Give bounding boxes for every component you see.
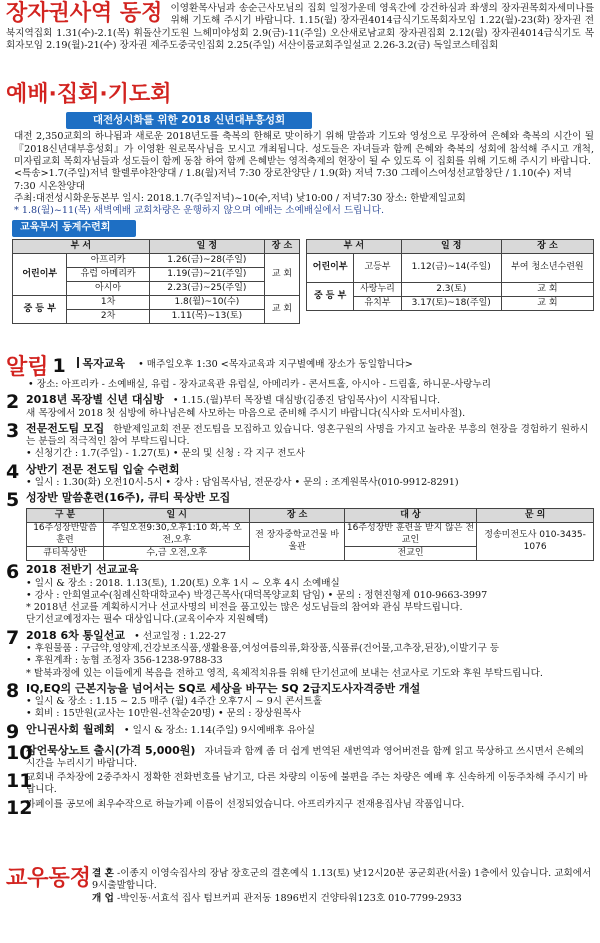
notice-number: 2 — [6, 391, 20, 414]
table-cell: 어린이부 — [13, 254, 67, 296]
table-cell: 유치부 — [354, 297, 401, 311]
table-cell: 아시아 — [67, 282, 149, 296]
winter-camp-banner: 교육부서 동계수련회 — [12, 220, 136, 237]
notice-title: 성장반 말씀훈련(16주), 큐티 묵상반 모집 — [26, 491, 231, 505]
table-cell: 2.3(토) — [401, 283, 501, 297]
notice-title: 2018 전반기 선교교육 — [26, 563, 139, 577]
notice-11 — [6, 772, 594, 797]
table-cell: 3.17(토)~18(주일) — [401, 297, 501, 311]
member-news-section — [6, 868, 594, 905]
col-header: 장 소 — [265, 240, 300, 254]
wedding-text: -이종지 이영숙집사의 장남 장호군의 결혼예식 1.13(토) 낮12시20분 공군회관(서울) 1층에서 있습니다. 교회에서9시출발합니다. — [92, 868, 592, 892]
table-cell: 중 등 부 — [307, 283, 354, 311]
table-cell: 1차 — [67, 296, 149, 310]
notice-number: 6 — [6, 561, 20, 584]
table-cell: 아프리카 — [67, 254, 149, 268]
notice-title: 목자교육 — [82, 357, 126, 370]
worship-title: 예배·집회·기도회 — [6, 82, 172, 107]
col-header: 대 상 — [344, 509, 476, 523]
table-cell: 교 회 — [501, 297, 593, 311]
notice-number: 8 — [6, 679, 20, 702]
notice-text: • 선교일정 : 1.22-27 — [134, 630, 227, 642]
table-cell: 1.19(금)~21(주일) — [149, 268, 264, 282]
table-cell: 주일오전9:30,오후1:10 화,목 오전,오후 — [104, 523, 250, 547]
opening-text: -박인동·서효석 집사 텀브커피 관저동 1896번지 건양타워123호 010-7799-2933 — [116, 892, 462, 904]
table-cell: 유럽 아메리카 — [67, 268, 149, 282]
table-cell: 전 장자중학교건물 바울관 — [250, 523, 344, 561]
table-row — [307, 283, 594, 297]
table-cell: 교 회 — [501, 283, 593, 297]
notice-title: 상반기 전문 전도팀 입술 수련회 — [26, 462, 180, 476]
notice-extra: • 후원물품 : 구급약,영양제,건강보조식품,생활용품,여성여름의류,화장품,식품류(건어물,고추장,된장),이발기구 등 • 후원계좌 : 농협 조정자 356-1238-9788-33 * 탈북과정에 있는 이들에게 복음을 전하고 영적, 육체적치유를 위해 단기선교에 보내는 선교사로 기도와 후원 부탁드립니다. — [26, 643, 543, 679]
notice-title: 2018년 목장별 신년 대심방 — [26, 393, 164, 407]
revival-note: * 1.8(월)~11(목) 새벽예배 교회차량은 운행하지 않으며 예배는 소예배실에서 드립니다. — [14, 205, 385, 217]
member-news-title: 교우동정 — [6, 866, 92, 891]
notices-section — [6, 355, 594, 818]
notice-9 — [6, 720, 594, 743]
notice-number: 11 — [6, 770, 33, 793]
notice-number: 3 — [6, 419, 20, 442]
notice-3 — [6, 419, 594, 461]
col-header: 장 소 — [501, 240, 593, 254]
col-header: 일 정 — [149, 240, 264, 254]
table-row — [27, 523, 594, 547]
notice-text: 카페이를 공모에 최우수작으로 하늘가페 이름이 선정되었습니다. 아프리카지구 전재용집사님 작품입니다. — [26, 798, 465, 810]
member-news-wedding — [92, 868, 594, 893]
notice-2 — [6, 393, 594, 420]
table-cell: 어린이부 — [307, 254, 354, 283]
col-header: 구 분 — [27, 509, 104, 523]
table-cell: 1.12(금)~14(주일) — [401, 254, 501, 283]
table-cell: 교 회 — [265, 254, 300, 296]
camp-table-left — [12, 239, 300, 324]
col-header: 일 시 — [104, 509, 250, 523]
camp-table-right — [306, 239, 594, 311]
notice-title: 전문전도팀 모집 — [26, 421, 105, 435]
notice-extra: • 일시 : 1.30(화) 오전10시-5시 • 강사 : 담임목사님, 전문강사 • 문의 : 조계원목사(010-9912-8291) — [26, 476, 459, 488]
notice-text: 자녀들과 함께 좀 더 쉽게 번역된 새번역과 영어버전을 함께 읽고 묵상하고 쓰시면서 은혜의 시간을 누리시기 바랍니다. — [26, 745, 584, 769]
notice-4 — [6, 460, 594, 490]
member-news-opening — [92, 893, 594, 905]
notice-text: 한밭제일교회 전문 전도팀을 모집하고 있습니다. 영혼구원의 사명을 가지고 놀라운 부흥의 현장을 경험하기 원하시는 분들의 적극적인 참여 부탁드립니다. — [26, 423, 589, 448]
notice-text: • 일시 & 장소: 1.14(주일) 9시예배후 유아실 — [123, 724, 316, 736]
col-header: 문 의 — [477, 509, 594, 523]
worship-section — [6, 84, 594, 324]
table-cell: 2차 — [67, 310, 149, 324]
notices-heading: 알림 — [6, 355, 49, 380]
title-bar — [77, 357, 79, 368]
notice-extra: • 장소: 아프리카 - 소예배실, 유럽 - 장자교육관 유럽실, 아메리카 - 콘서트홀, 아시아 - 드림홀, 하니문-사랑누리 — [28, 379, 492, 390]
notice-title: 안니권사회 월례회 — [26, 722, 115, 736]
notice-number: 10 — [6, 741, 33, 764]
table-cell: 16주성장반말씀훈련 — [27, 523, 104, 547]
notice-number: 1 — [52, 355, 66, 377]
notice-1 — [6, 357, 594, 379]
table-cell: 사랑누리 — [354, 283, 401, 297]
col-header: 일 정 — [401, 240, 501, 254]
training-table — [26, 508, 594, 561]
notice-extra: • 일시 & 장소 : 1.15 ~ 2.5 매주 (월) 4주간 오후7시 ~ 9시 콘서트홀 • 회비 : 15만원(교사는 10만원-선착순20명) • 문의 : 장상원목사 — [26, 696, 323, 720]
notice-12 — [6, 796, 594, 819]
notice-10 — [6, 741, 594, 771]
notice-extra: 새 목장에서 2018 첫 심방에 하나님은혜 사모하는 마음으로 준비해 주시기 바랍니다(식사와 도서비사절). — [26, 407, 466, 419]
notice-extra: • 일시 & 장소 : 2018. 1.13(토), 1.20(토) 오후 1시 ~ 오후 4시 소예배실 • 강사 : 안희열교수(침례신학대학교수) 박경근목사(대덕목양교회 담임) • 문의 : 정현진형제 010-9663-3997 * 2018년 선교를 계획하시거나 선교사명의 비전을 품고있는 많은 성도님들의 참여와 관심 부탁드립니다. 단기선교예정자는 필수 대상입니다.(교육이수자 지원혜택) — [26, 577, 488, 626]
revival-info: 주최:대전성시화운동본부 일시: 2018.1.7(주일저녁)~10(수,저녁) 낮10:00 / 저녁7:30 장소: 한밭제일교회 — [14, 192, 466, 204]
notice-number: 12 — [6, 796, 33, 819]
table-cell: 큐티묵상반 — [27, 547, 104, 561]
table-cell: 고등부 — [354, 254, 401, 283]
table-cell: 1.26(금)~28(주일) — [149, 254, 264, 268]
wedding-label: 결 혼 — [92, 868, 114, 879]
notice-number: 9 — [6, 720, 20, 743]
notice-text: • 1.15.(월)부터 목장별 대심방(김종진 담임목사)이 시작됩니다. — [172, 395, 441, 407]
table-cell: 16주성장반 훈련을 받지 않은 전교인 — [344, 523, 476, 547]
notice-number: 4 — [6, 460, 20, 483]
notice-text: 교회내 주차장에 2중주차시 정확한 전화번호를 남기고, 다른 차량의 이동에 불편을 주는 차량은 예배 후 신속하게 이동주차해 주시기 바랍니다. — [26, 772, 588, 796]
notice-extra: • 신청기간 : 1.7(주일) - 1.27(토) • 문의 및 신청 : 각 지구 전도사 — [26, 448, 306, 460]
table-cell: 정송미전도사 010-3435-1076 — [477, 523, 594, 561]
revival-special-songs: <특송>1.7(주일)저녁 할렐루야찬양대 / 1.8(월)저녁 7:30 장로찬양단 / 1.9(화) 저녁 7:30 그레이스여성선교합창단 / 1.10(수) 저녁 7:30 시온찬양대 — [14, 168, 572, 192]
opening-label: 개 업 — [92, 892, 114, 904]
ministry-news-title: 장자권사역 동정 — [6, 1, 163, 26]
table-cell: 1.11(목)~13(토) — [149, 310, 264, 324]
table-row — [13, 296, 300, 310]
ministry-news-body: 이영환목사님과 송순근사모님의 집회 일정가운데 영육간에 강건하심과 좌생의 장자권목회자세미나를 위해 기도해 주시기 바랍니다. 1.15(월) 장자권4014급식기도목회자모임 1.22(월)-23(화) 장자권 전북지역집회 1.31(수)-2.1(목) 휘돌산기도원 느헤미야성회 2.9(금)-11(주일) 오산새로남교회 장자권집회 2.12(월) 장자권4014급식기도 목회자모임 2.19(월)-21(수) 장자권 제주도중국인집회 2.25(주일) 서산이룸교회주일설교 2.26-3.2(금) 독일코스테집회 — [6, 3, 594, 51]
table-row — [307, 254, 594, 283]
revival-banner: 대전성시화를 위한 2018 신년대부흥성회 — [66, 112, 312, 129]
col-header: 장 소 — [250, 509, 344, 523]
notice-title: IQ,EQ의 근본지능을 넘어서는 SQ로 세상을 바꾸는 SQ 2급지도사자격증반 개설 — [26, 681, 421, 695]
revival-body: 대전 2,350교회의 하나됨과 새로운 2018년도를 축복의 한해로 맞이하기 위해 말씀과 기도와 영성으로 무장하여 은혜와 축복의 시간이 될 『2018신년대부흥성회』가 이영환 원로목사님을 모시고 개최됩니다. 성도들은 자녀들과 함께 은혜와 축복의 성회에 참석해 주시고 개척, 미자립교회 목회자님들과 성도들이 함께 동참 하여 함께 은혜받는 영적축제의 현장이 될 수 있도록 이 집회를 위해 기도해 주시기 바랍니다. — [14, 131, 594, 167]
notice-7 — [6, 626, 594, 680]
table-cell: 교 회 — [265, 296, 300, 324]
notice-title: 잠언묵상노트 출시(가격 5,000원) — [26, 743, 196, 757]
table-row — [13, 254, 300, 268]
notice-number: 7 — [6, 626, 20, 649]
table-cell: 2.23(금)~25(주일) — [149, 282, 264, 296]
notice-5 — [6, 491, 594, 561]
table-cell: 중 등 부 — [13, 296, 67, 324]
notice-8 — [6, 679, 594, 721]
notice-text: • 매주일오후 1:30 <목자교육과 지구별예배 장소가 동일합니다> — [138, 359, 413, 370]
table-cell: 전교인 — [344, 547, 476, 561]
notice-6 — [6, 563, 594, 626]
table-cell: 부여 청소년수련원 — [501, 254, 593, 283]
col-header: 부 서 — [307, 240, 402, 254]
table-cell: 1.8(월)~10(수) — [149, 296, 264, 310]
notice-number: 5 — [6, 489, 20, 512]
notice-title: 2018 6차 통일선교 — [26, 628, 126, 642]
table-cell: 수,금 오전,오후 — [104, 547, 250, 561]
col-header: 부 서 — [13, 240, 150, 254]
ministry-news-section — [6, 3, 594, 52]
